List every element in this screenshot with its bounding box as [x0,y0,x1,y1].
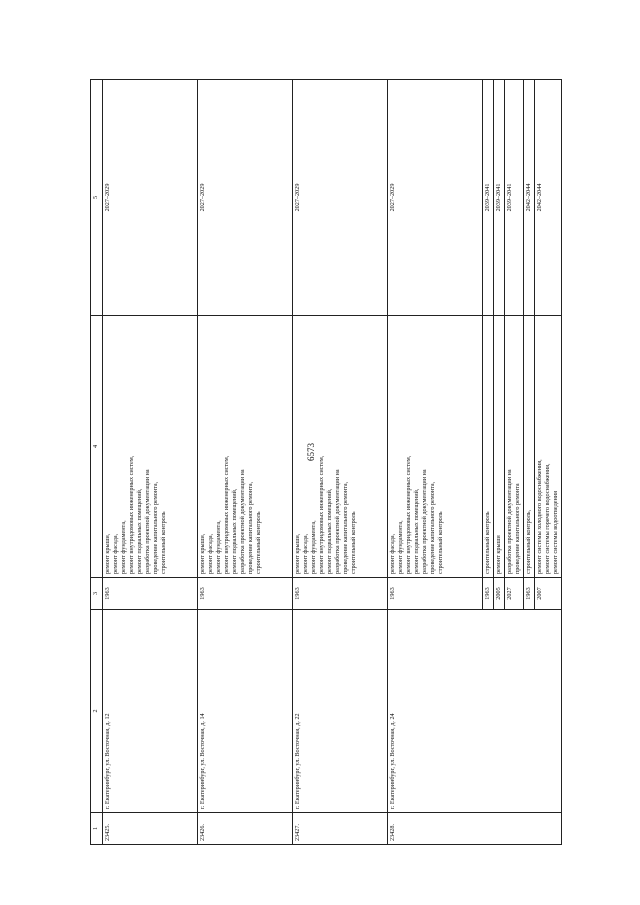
works [505,316,524,578]
work-item: ремонт фасада, [112,533,119,574]
header-cell: 5 [91,80,103,316]
work-item: ремонт фундамента, [397,520,404,574]
period: 2027–2029 [388,80,483,316]
work-item: ремонт системы горячего водоснабжения, [544,463,551,574]
table-row [388,80,483,845]
work-item: разработка проектной документации на [334,469,341,574]
works [524,316,535,578]
work-item: разработка проектной документации на [144,469,151,574]
work-item: ремонт внутридомовых инженерных систем, [223,455,230,574]
header-row [91,80,103,845]
header-cell: 1 [91,813,103,845]
address: г. Екатеринбург, ул. Восточная, д. 22 [293,610,388,813]
year: 1963 [483,578,494,610]
work-item: ремонт фундамента, [310,520,317,574]
work-item: ремонт фундамента, [120,520,127,574]
work-item: ремонт подвальных помещений, [231,488,238,574]
work-item: ремонт внутридомовых инженерных систем, [405,455,412,574]
work-item: ремонт системы холодного водоснабжения, [536,459,543,574]
work-item: ремонт фундамента, [215,520,222,574]
row-number: 23428. [388,813,562,845]
period: 2039–2041 [494,80,505,316]
work-item: проведение капитального ремонта, [152,481,159,574]
work-item: строительный контроль [484,511,491,574]
period: 2039–2041 [483,80,494,316]
address: г. Екатеринбург, ул. Восточная, д. 14 [198,610,293,813]
year: 2005 [494,578,505,610]
header-cell: 4 [91,316,103,578]
work-item: ремонт крыши, [294,533,301,574]
works [535,316,562,578]
header-cell: 3 [91,578,103,610]
address: г. Екатеринбург, ул. Восточная, д. 24 [388,610,562,813]
works [483,316,494,578]
work-item: проведение капитального ремонта, [429,481,436,574]
work-item: проведение капитального ремонта, [247,481,254,574]
year: 1963 [388,578,483,610]
work-item: строительный контроль, [525,509,532,574]
year: 1963 [524,578,535,610]
work-item: ремонт внутридомовых инженерных систем, [318,455,325,574]
repair-schedule-table [90,79,562,845]
work-item: разработка проектной документации на [506,469,513,574]
work-item: строительный контроль [255,511,262,574]
period: 2027–2029 [293,80,388,316]
work-item: строительный контроль [437,511,444,574]
year: 1963 [103,578,198,610]
address: г. Екатеринбург, ул. Восточная, д. 12 [103,610,198,813]
work-item: ремонт внутридомовых инженерных систем, [128,455,135,574]
work-item: строительный контроль [350,511,357,574]
period: 2042–2044 [524,80,535,316]
works [198,316,293,578]
work-item: ремонт подвальных помещений, [413,488,420,574]
period: 2039–2041 [505,80,524,316]
work-item: ремонт фасада, [389,533,396,574]
year: 2007 [535,578,562,610]
table-row [103,80,198,845]
work-item: ремонт крыши [495,535,502,574]
year: 2027 [505,578,524,610]
period: 2042–2044 [535,80,562,316]
row-number: 23427. [293,813,388,845]
work-item: ремонт крыши, [104,533,111,574]
work-item: строительный контроль [160,511,167,574]
row-number: 23425. [103,813,198,845]
work-item: ремонт крыши, [199,533,206,574]
page-number: 6573 [306,443,316,461]
work-item: проведение капитального ремонта [514,483,521,574]
works [388,316,483,578]
work-item: проведение капитального ремонта, [342,481,349,574]
work-item: ремонт системы водоотведения [552,491,559,574]
period: 2027–2029 [198,80,293,316]
table-row [293,80,388,845]
work-item: разработка проектной документации на [421,469,428,574]
year: 1963 [198,578,293,610]
work-item: ремонт фасада, [207,533,214,574]
year: 1963 [293,578,388,610]
row-number: 23426. [198,813,293,845]
table-row [198,80,293,845]
works [494,316,505,578]
header-cell: 2 [91,610,103,813]
work-item: ремонт фасада, [302,533,309,574]
work-item: разработка проектной документации на [239,469,246,574]
works [293,316,388,578]
works [103,316,198,578]
work-item: ремонт подвальных помещений, [136,488,143,574]
work-item: ремонт подвальных помещений, [326,488,333,574]
period: 2027–2029 [103,80,198,316]
